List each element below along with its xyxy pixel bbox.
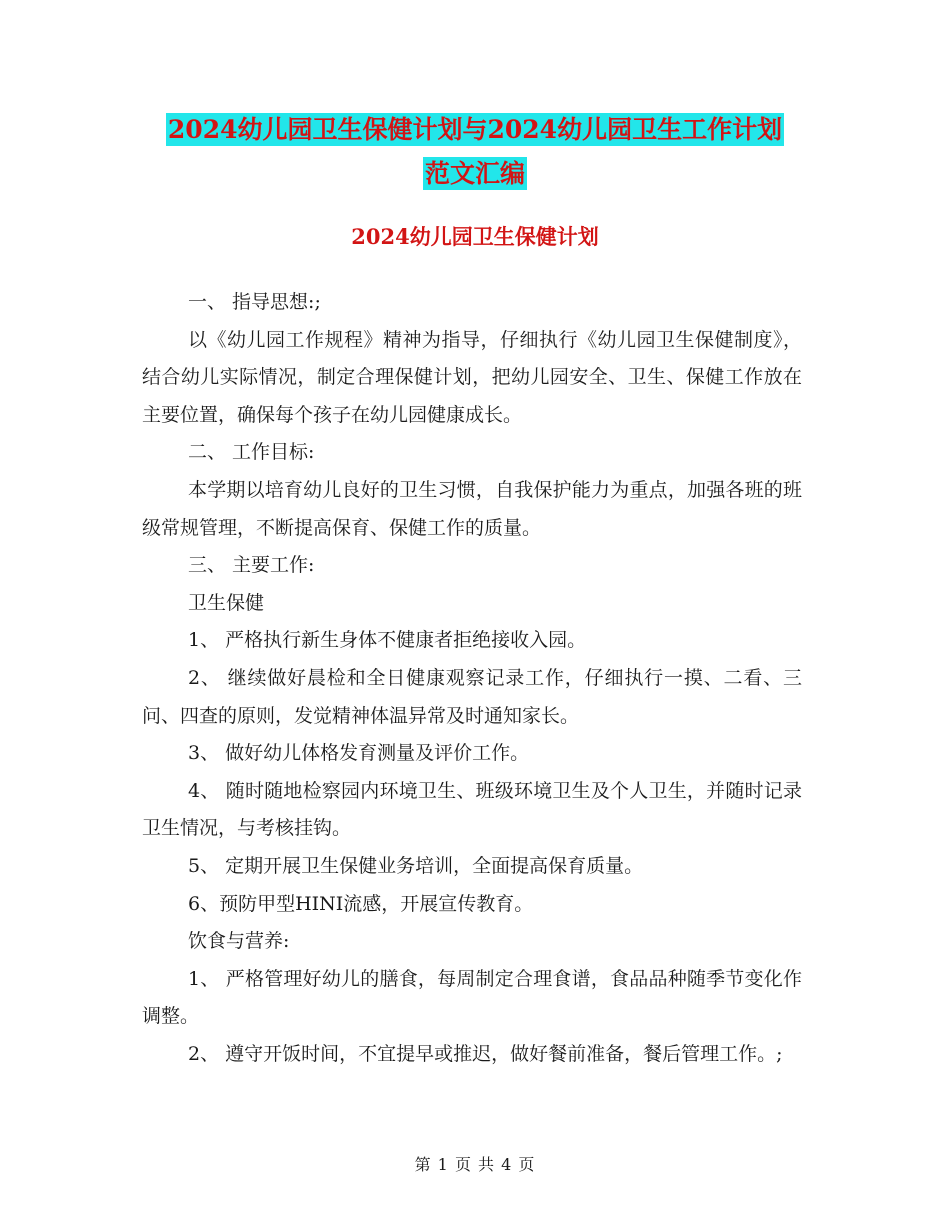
- paragraph: 6、预防甲型HINI流感，开展宣传教育。: [188, 892, 534, 915]
- document-title-line-1: 2024幼儿园卫生保健计划与2024幼儿园卫生工作计划: [167, 115, 783, 144]
- paragraph: 2、 遵守开饭时间，不宜提早或推迟，做好餐前准备，餐后管理工作。;: [188, 1042, 783, 1065]
- paragraph: 三、 主要工作:: [188, 554, 315, 577]
- paragraph: 3、 做好幼儿体格发育测量及评价工作。: [188, 742, 530, 765]
- paragraph: 5、 定期开展卫生保健业务培训，全面提高保育质量。: [188, 854, 644, 877]
- paragraph: 4、 随时随地检察园内环境卫生、班级环境卫生及个人卫生，并随时记录卫生情况，与考核挂钩。: [142, 779, 802, 840]
- paragraph: 1、 严格管理好幼儿的膳食，每周制定合理食谱，食品品种随季节变化作调整。: [142, 967, 802, 1028]
- paragraph: 二、 工作目标:: [188, 441, 315, 464]
- paragraph: 以《幼儿园工作规程》精神为指导，仔细执行《幼儿园卫生保健制度》，结合幼儿实际情况，制定合理保健计划，把幼儿园安全、卫生、保健工作放在主要位置，确保每个孩子在幼儿园健康成长。: [142, 328, 802, 426]
- section-title: 2024幼儿园卫生保健计划: [351, 224, 599, 249]
- paragraph: 饮食与营养:: [188, 930, 290, 953]
- paragraph: 本学期以培育幼儿良好的卫生习惯，自我保护能力为重点，加强各班的班级常规管理，不断提高保育、保健工作的质量。: [142, 478, 802, 539]
- page-footer: 第 1 页 共 4 页: [414, 1155, 536, 1174]
- paragraph: 1、 严格执行新生身体不健康者拒绝接收入园。: [188, 629, 587, 652]
- document-title-line-2: 范文汇编: [424, 159, 525, 188]
- paragraph: 2、 继续做好晨检和全日健康观察记录工作，仔细执行一摸、二看、三问、四查的原则，发觉精神体温异常及时通知家长。: [142, 666, 802, 727]
- body-text: [142, 284, 802, 1073]
- paragraph: 一、 指导思想:;: [188, 291, 321, 313]
- paragraph: 卫生保健: [188, 591, 265, 614]
